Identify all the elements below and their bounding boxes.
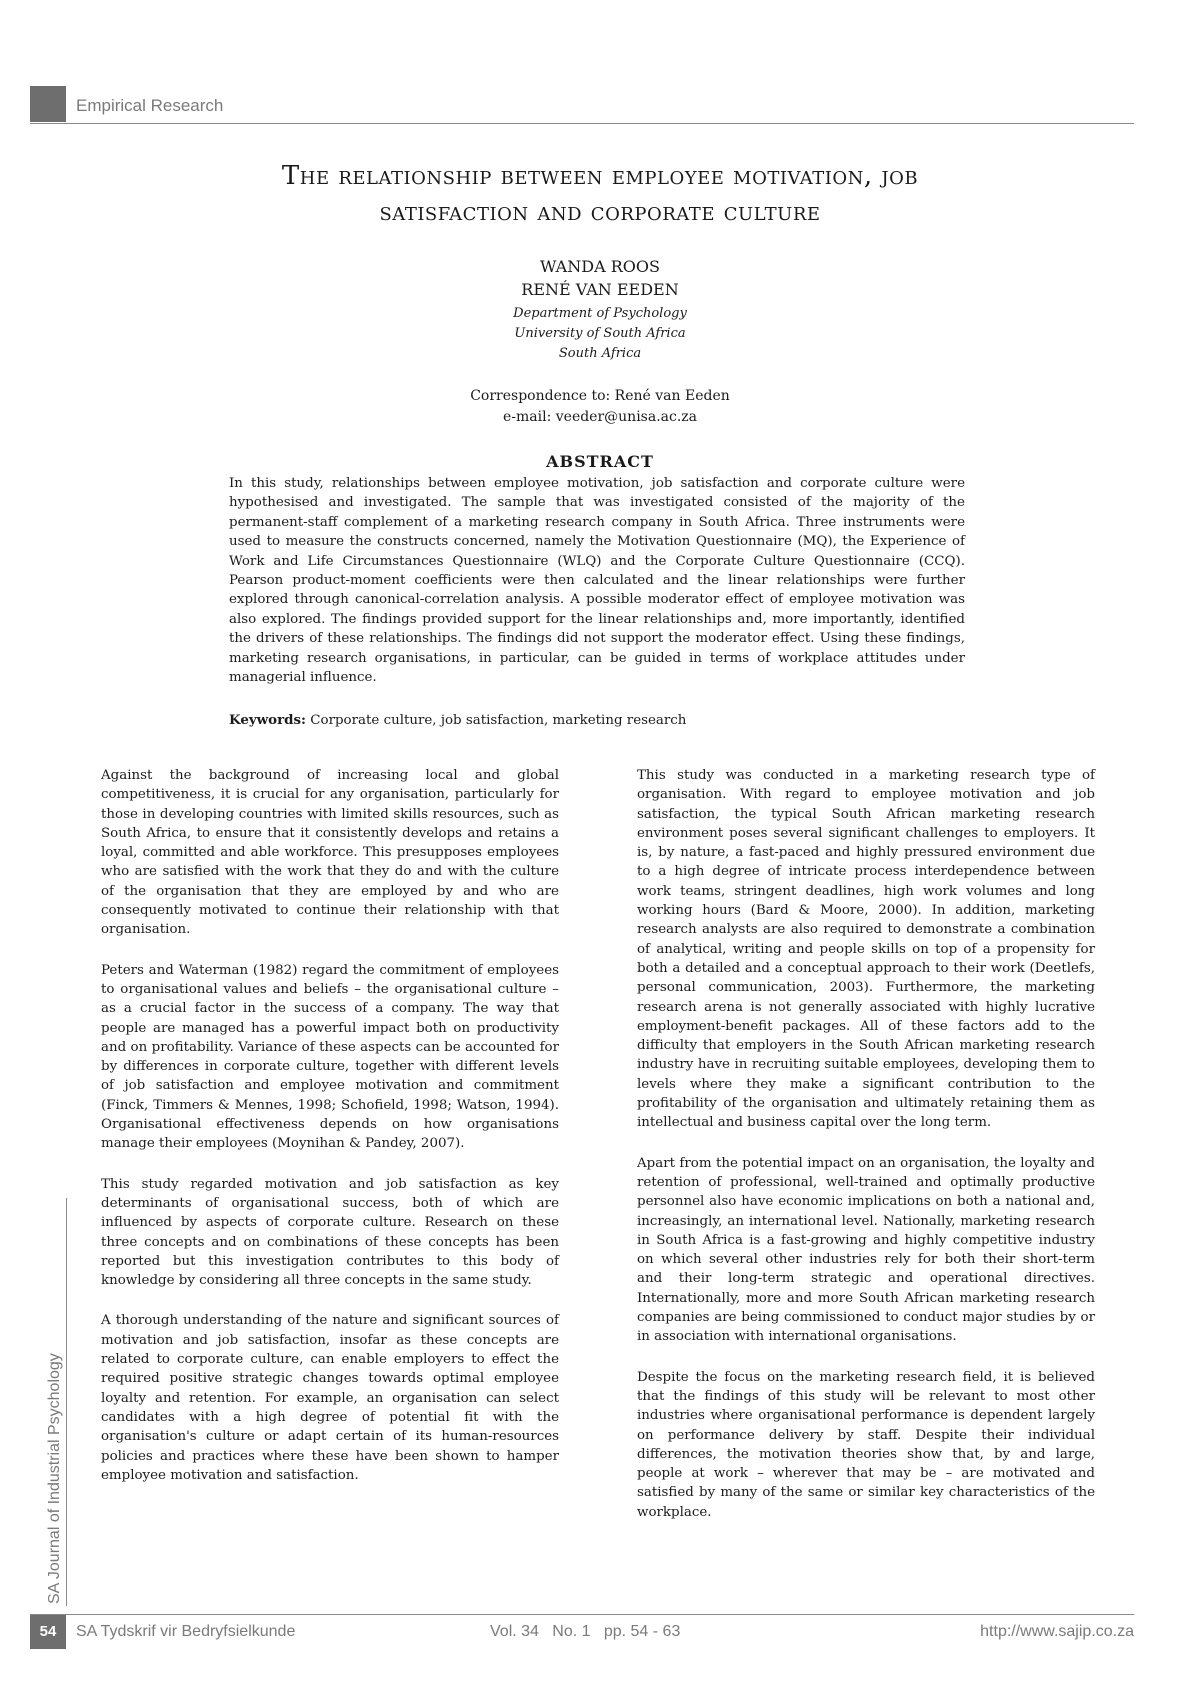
footer-url[interactable]: http://www.sajip.co.za xyxy=(980,1623,1134,1640)
body-column-left xyxy=(101,766,559,1506)
author-1: WANDA ROOS xyxy=(540,257,660,276)
author-2: RENÉ VAN EEDEN xyxy=(521,280,679,299)
body-paragraph: This study was conducted in a marketing research type of organisation. With regard to employee motivation and job satisfaction, the typical South African marketing research environment poses several significant challenges to employers. It is, by nature, a fast-paced and highly pressured environment due to a high degree of intricate process interdependence between work teams, stringent deadlines, high work volumes and long working hours (Bard & Moore, 2000). In addition, marketing research analysts are also required to demonstrate a combination of analytical, writing and people skills on top of a propensity for both a detailed and a conceptual approach to their work (Deetlefs, personal communication, 2003). Furthermore, the marketing research arena is not generally associated with highly lucrative employment-benefit packages. All of these factors add to the difficulty that employers in the South African marketing research industry have in recruiting suitable employees, developing them to levels where they make a significant contribution to the profitability of the organisation and ultimately retaining them as intellectual and business capital over the long term. xyxy=(637,768,1095,1131)
header-rule xyxy=(30,123,1134,124)
keywords xyxy=(229,711,965,730)
body-paragraph: Despite the focus on the marketing research field, it is believed that the findings of this study will be relevant to most other industries where organisational performance is dependent largely on performance delivery by staff. Despite their individual differences, the motivation theories show that, by and large, people at work – wherever that may be – are motivated and satisfied by many of the same or similar key characteristics of the workplace. xyxy=(637,1369,1095,1520)
title-line-2: satisfaction and corporate culture xyxy=(379,197,821,227)
department: Department of Psychology xyxy=(513,306,687,321)
body-paragraph: Against the background of increasing local and global competitiveness, it is crucial for any organisation, particularly for those in developing countries with limited skills resources, such as South Africa, to ensure that it consistently develops and retains a loyal, committed and able workforce. This presupposes employees who are satisfied with the work that they do and with the culture of the organisation that they are employed by and who are consequently motivated to continue their relationship with that organisation. xyxy=(101,768,559,938)
correspondence-name: Correspondence to: René van Eeden xyxy=(470,388,730,404)
page-number: 54 xyxy=(30,1615,66,1649)
university: University of South Africa xyxy=(514,326,686,341)
side-journal-label: SA Journal of Industrial Psychology xyxy=(46,1353,63,1604)
footer-journal: SA Tydskrif vir Bedryfsielkunde xyxy=(76,1623,296,1640)
body-column-right xyxy=(637,766,1095,1543)
abstract-text: In this study, relationships between employee motivation, job satisfaction and corporate culture were hypothesised and investigated. The sample that was investigated consisted of the majority of the permanent-staff complement of a marketing research company in South Africa. Three instruments were used to measure the constructs concerned, namely the Motivation Questionnaire (MQ), the Experience of Work and Life Circumstances Questionnaire (WLQ) and the Corporate Culture Questionnaire (CCQ). Pearson product-moment coefficients were then calculated and the linear relationships were further explored through canonical-correlation analysis. A possible moderator effect of employee motivation was also explored. The findings provided support for the linear relationships and, more importantly, identified the drivers of these relationships. The findings did not support the moderator effect. Using these findings, marketing research organisations, in particular, can be guided in terms of workplace attitudes under managerial influence. xyxy=(229,476,965,686)
affiliation xyxy=(300,304,900,364)
section-label: Empirical Research xyxy=(76,96,224,115)
keywords-text: Corporate culture, job satisfaction, marketing research xyxy=(310,713,687,728)
header-block xyxy=(30,86,66,122)
side-rule xyxy=(66,1198,67,1606)
abstract-heading: ABSTRACT xyxy=(546,452,654,471)
body-paragraph: This study regarded motivation and job satisfaction as key determinants of organisational success, both of which are influenced by aspects of corporate culture. Research on these three concepts and on combinations of these concepts has been reported but this investigation contributes to this body of knowledge by considering all three concepts in the same study. xyxy=(101,1176,559,1289)
correspondence xyxy=(300,386,900,428)
title-line-1: The relationship between employee motivation, job xyxy=(281,161,919,191)
body-paragraph: Peters and Waterman (1982) regard the commitment of employees to organisational values and beliefs – the organisational culture – as a crucial factor in the success of a company. The way that people are managed has a powerful impact both on productivity and on profitability. Variance of these aspects can be accounted for by differences in corporate culture, together with different levels of job satisfaction and employee motivation and commitment (Finck, Timmers & Mennes, 1998; Schofield, 1998; Watson, 1994). Organisational effectiveness depends on how organisations manage their employees (Moynihan & Pandey, 2007). xyxy=(101,962,559,1152)
body-paragraph: A thorough understanding of the nature and significant sources of motivation and job satisfaction, insofar as these concepts are related to corporate culture, can enable employers to effect the required positive strategic changes towards optimal employee loyalty and retention. For example, an organisation can select candidates with a high degree of potential fit with the organisation's culture or adapt certain of its human-resources policies and practices where these have been shown to hamper employee motivation and satisfaction. xyxy=(101,1313,559,1483)
authors xyxy=(300,255,900,301)
footer-rule xyxy=(30,1614,1134,1615)
footer-volume: Vol. 34 No. 1 pp. 54 - 63 xyxy=(490,1623,681,1640)
article-title xyxy=(100,158,1100,230)
keywords-label: Keywords: xyxy=(229,712,307,728)
correspondence-email[interactable]: e-mail: veeder@unisa.ac.za xyxy=(502,409,698,425)
country: South Africa xyxy=(558,346,642,361)
body-paragraph: Apart from the potential impact on an organisation, the loyalty and retention of professional, well-trained and optimally productive personnel also have economic implications on both a national and, increasingly, an international level. Nationally, marketing research in South Africa is a fast-growing and highly competitive industry on which several other industries rely for both their short-term and their long-term strategic and operational directives. Internationally, more and more South African marketing research companies are being commissioned to conduct major studies by or in association with international organisations. xyxy=(637,1155,1095,1345)
